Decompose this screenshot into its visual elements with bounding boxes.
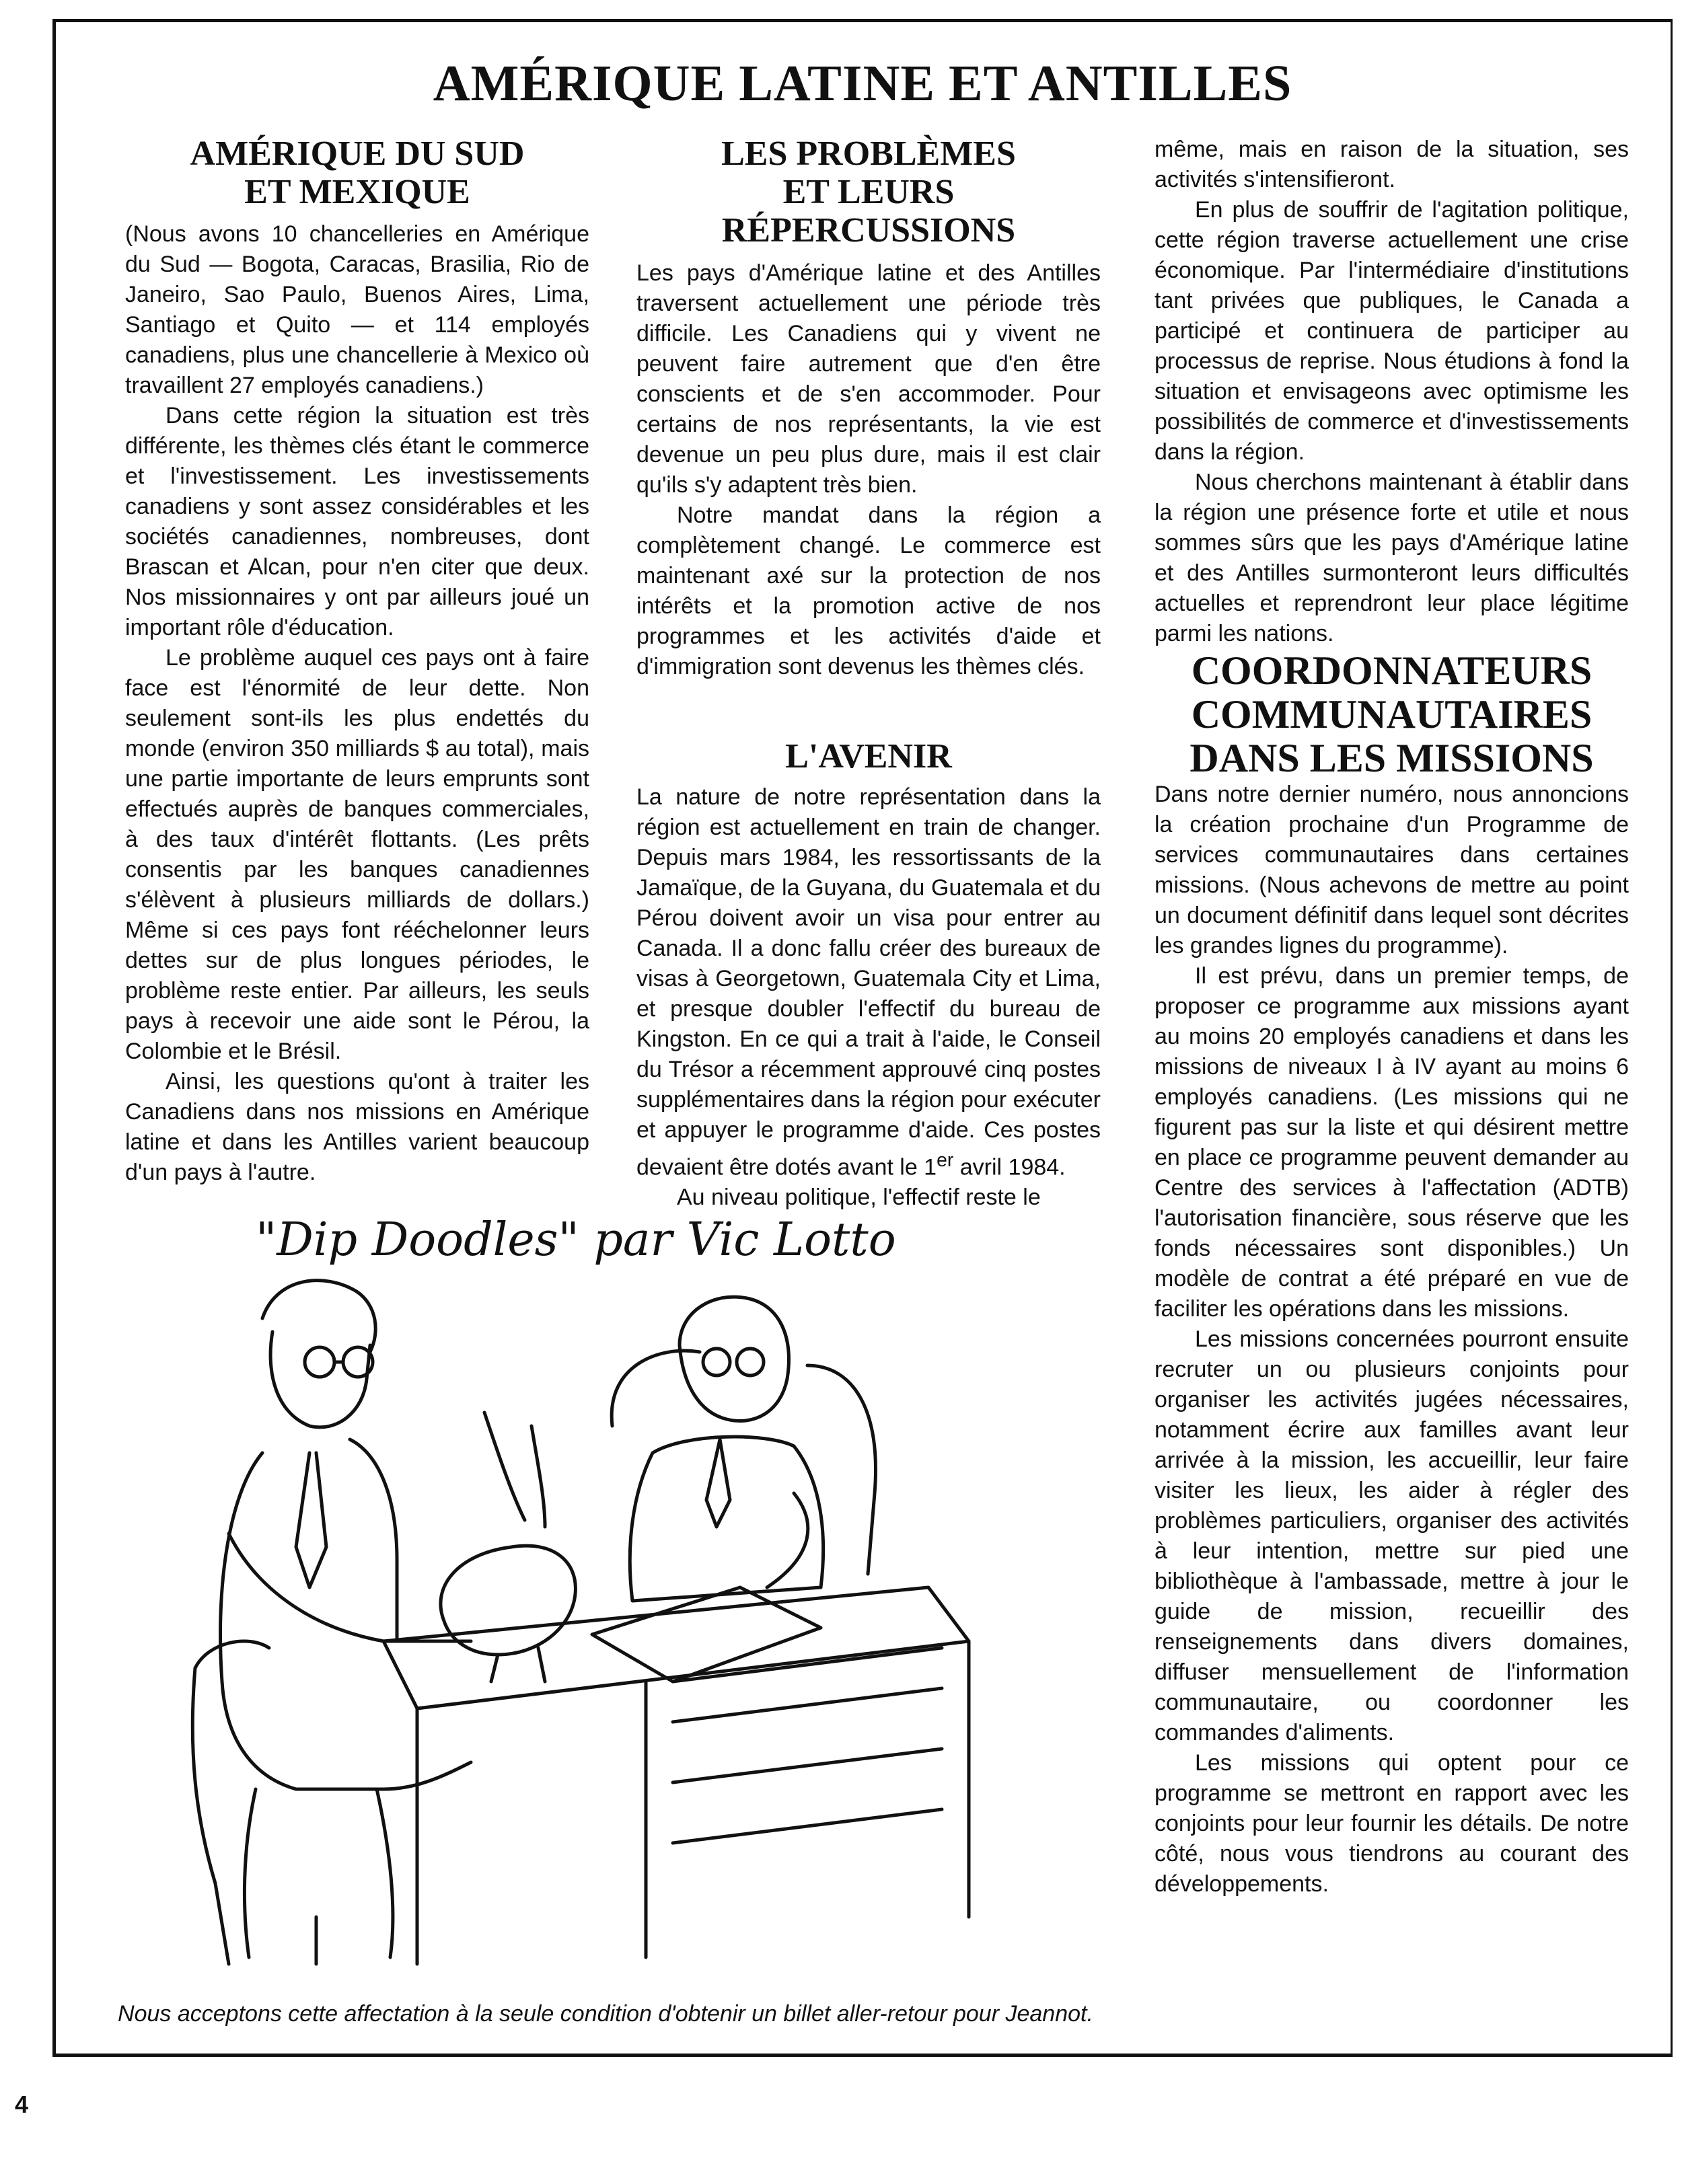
seated-man-body	[630, 1437, 823, 1601]
column-middle	[636, 135, 1101, 1213]
heading-coordonnateurs	[1155, 649, 1629, 780]
chair-right	[612, 1351, 875, 1574]
heading-line: COMMUNAUTAIRES	[1191, 691, 1593, 737]
heading-line: AMÉRIQUE DU SUD	[190, 135, 525, 173]
paragraph: En plus de souffrir de l'agitation politique, cette région traverse actuellement une crise économique. Par l'intermédiaire d'institutions tant privées que publiques, le Canada a participé et continuera de participer au processus de reprise. Nous étudions à fond la situation et envisageons avec optimisme les possibilités de commerce et d'investissements dans la région.	[1155, 197, 1629, 465]
page-title: AMÉRIQUE LATINE ET ANTILLES	[433, 55, 1292, 112]
rabbit-ears	[484, 1413, 545, 1527]
text: avril 1984.	[953, 1154, 1066, 1180]
seated-man-head	[680, 1297, 789, 1421]
cartoon-caption: Nous acceptons cette affectation à la seule condition d'obtenir un billet aller-retour pour Jeannot.	[118, 2001, 1093, 2027]
desk-drawers	[673, 1688, 942, 1843]
heading-amerique-du-sud	[125, 135, 589, 211]
cartoon-title: "Dip Doodles" par Vic Lotto	[256, 1213, 896, 1267]
text: La nature de notre représentation dans la région est actuellement en train de changer. Depuis mars 1984, les ressortissants de la Jamaïque, de la Guyana, du Guatemala et du Pérou doivent avoir un visa pour entrer au Canada. Il a donc fallu créer des bureaux de visas à Georgetown, Guatemala City et Lima, et presque doubler l'effectif du bureau de Kingston. En ce qui a trait à l'aide, le Conseil du Trésor a récemment approuvé cinq postes supplémentaires dans la région pour exécuter et appuyer le programme d'aide. Ces postes devaient être dotés avant le 1	[636, 784, 1101, 1180]
man-tie	[296, 1453, 326, 1587]
cartoon-illustration	[94, 1211, 1103, 1998]
heading-line: ET LEURS RÉPERCUSSIONS	[721, 173, 1016, 250]
paragraph-continued: même, mais en raison de la situation, ses activités s'intensifieront.	[1155, 137, 1629, 192]
seated-man-glasses-right	[737, 1349, 764, 1376]
heading-avenir: L'AVENIR	[785, 737, 952, 776]
seated-man-glasses-left	[703, 1349, 730, 1376]
man-glasses-left	[305, 1347, 334, 1377]
heading-problemes	[636, 135, 1101, 250]
paragraph: Au niveau politique, l'effectif reste le	[677, 1184, 1041, 1211]
paragraph: Nous cherchons maintenant à établir dans la région une présence forte et utile et nous sommes sûrs que les pays d'Amérique latine et des Antilles surmonteront leurs difficultés actuelles et reprendront leur place légitime parmi les nations.	[1155, 469, 1629, 646]
paragraph: Les missions qui optent pour ce programme se mettront en rapport avec les conjoints pour leur fournir les détails. De notre côté, nous vous tiendrons au courant des développements.	[1155, 1750, 1629, 1897]
paragraph: Notre mandat dans la région a complètement changé. Le commerce est maintenant axé sur la protection de nos intérêts et la promotion active de nos programmes et les activités d'aide et d'immigration sont devenus les thèmes clés.	[636, 502, 1101, 679]
seated-man-arm	[767, 1493, 808, 1587]
man-body	[221, 1439, 472, 1789]
paragraph: Le problème auquel ces pays ont à faire face est l'énormité de leur dette. Non seulement sont-ils les plus endettés du monde (environ 350 milliards $ au total), mais une partie importante de leurs emprunts sont effectués auprès de banques commerciales, à des taux d'intérêt flottants. (Les prêts consentis par les banques canadiennes s'élèvent à plusieurs milliards de dollars.) Même si ces pays font rééchelonner leurs dettes sur de plus longues périodes, le problème reste entier. Par ailleurs, les seuls pays à recevoir une aide sont le Pérou, la Colombie et le Brésil.	[125, 645, 589, 1065]
heading-line: COORDONNATEURS	[1191, 648, 1593, 693]
paragraph: Dans notre dernier numéro, nous annoncions la création prochaine d'un Programme de services communautaires dans certaines missions. (Nous achevons de mettre au point un document définitif dans lequel sont décrites les grandes lignes du programme).	[1155, 782, 1629, 959]
superscript: er	[937, 1149, 954, 1171]
paragraph	[636, 782, 1101, 1182]
paragraph: Les missions concernées pourront ensuite recruter un ou plusieurs conjoints pour organiser les activités jugées nécessaires, notamment écrire aux familles avant leur arrivée à la mission, les accueillir, leur faire visiter les lieux, les aider à régler des problèmes particuliers, organiser des activités à leur intention, mettre sur pied une bibliothèque à l'ambassade, mettre à jour le guide de mission, recueillir des renseignements dans divers domaines, diffuser mensuellement de l'information communautaire, ou coordonner les commandes d'aliments.	[1155, 1326, 1629, 1746]
paragraph: Ainsi, les questions qu'ont à traiter les Canadiens dans nos missions en Amérique latine et dans les Antilles varient beaucoup d'un pays à l'autre.	[125, 1069, 589, 1186]
section-avenir	[636, 737, 1101, 1213]
paragraph: Les pays d'Amérique latine et des Antilles traversent actuellement une période très difficile. Les Canadiens qui y vivent ne peuvent faire autrement que d'en être conscients et de s'en accommoder. Pour certains de nos représentants, la vie est devenue un peu plus dure, mais il est clair qu'ils s'y adaptent très bien.	[636, 260, 1101, 498]
rabbit-body	[441, 1546, 576, 1655]
heading-line: LES PROBLÈMES	[721, 135, 1016, 173]
desk-front	[417, 1641, 969, 1964]
heading-line: DANS LES MISSIONS	[1189, 735, 1594, 780]
man-hair	[262, 1281, 375, 1352]
seated-man-tie	[706, 1439, 730, 1527]
man-legs	[244, 1789, 392, 1957]
paragraph: Dans cette région la situation est très différente, les thèmes clés étant le commerce et l'investissement. Les investissements canadiens y sont assez considérables et les sociétés canadiennes, nombreuses, dont Brascan et Alcan, pour n'en citer que deux. Nos missionnaires y ont par ailleurs joué un important rôle d'éducation.	[125, 403, 589, 641]
paragraph: (Nous avons 10 chancelleries en Amérique du Sud — Bogota, Caracas, Brasilia, Rio de Janeiro, Sao Paulo, Buenos Aires, Lima, Santiago et Quito — et 114 employés canadiens, plus une chancellerie à Mexico où travaillent 27 employés canadiens.)	[125, 221, 589, 399]
paragraph: Il est prévu, dans un premier temps, de proposer ce programme aux missions ayant au moins 20 employés canadiens et dans les missions de niveaux I à IV ayant au moins 6 employés canadiens. (Les missions qui ne figurent pas sur la liste et qui désirent mettre en place ce programme peuvent demander au Centre des services à l'affectation (ADTB) l'autorisation financière, sous réserve que les fonds nécessaires sont disponibles.) Un modèle de contrat a été préparé en vue de faciliter les opérations dans les missions.	[1155, 963, 1629, 1322]
page-number: 4	[15, 2091, 29, 2118]
heading-line: ET MEXIQUE	[244, 173, 470, 212]
man-arm	[229, 1534, 471, 1641]
column-left	[125, 135, 589, 1188]
column-right	[1155, 135, 1629, 1899]
